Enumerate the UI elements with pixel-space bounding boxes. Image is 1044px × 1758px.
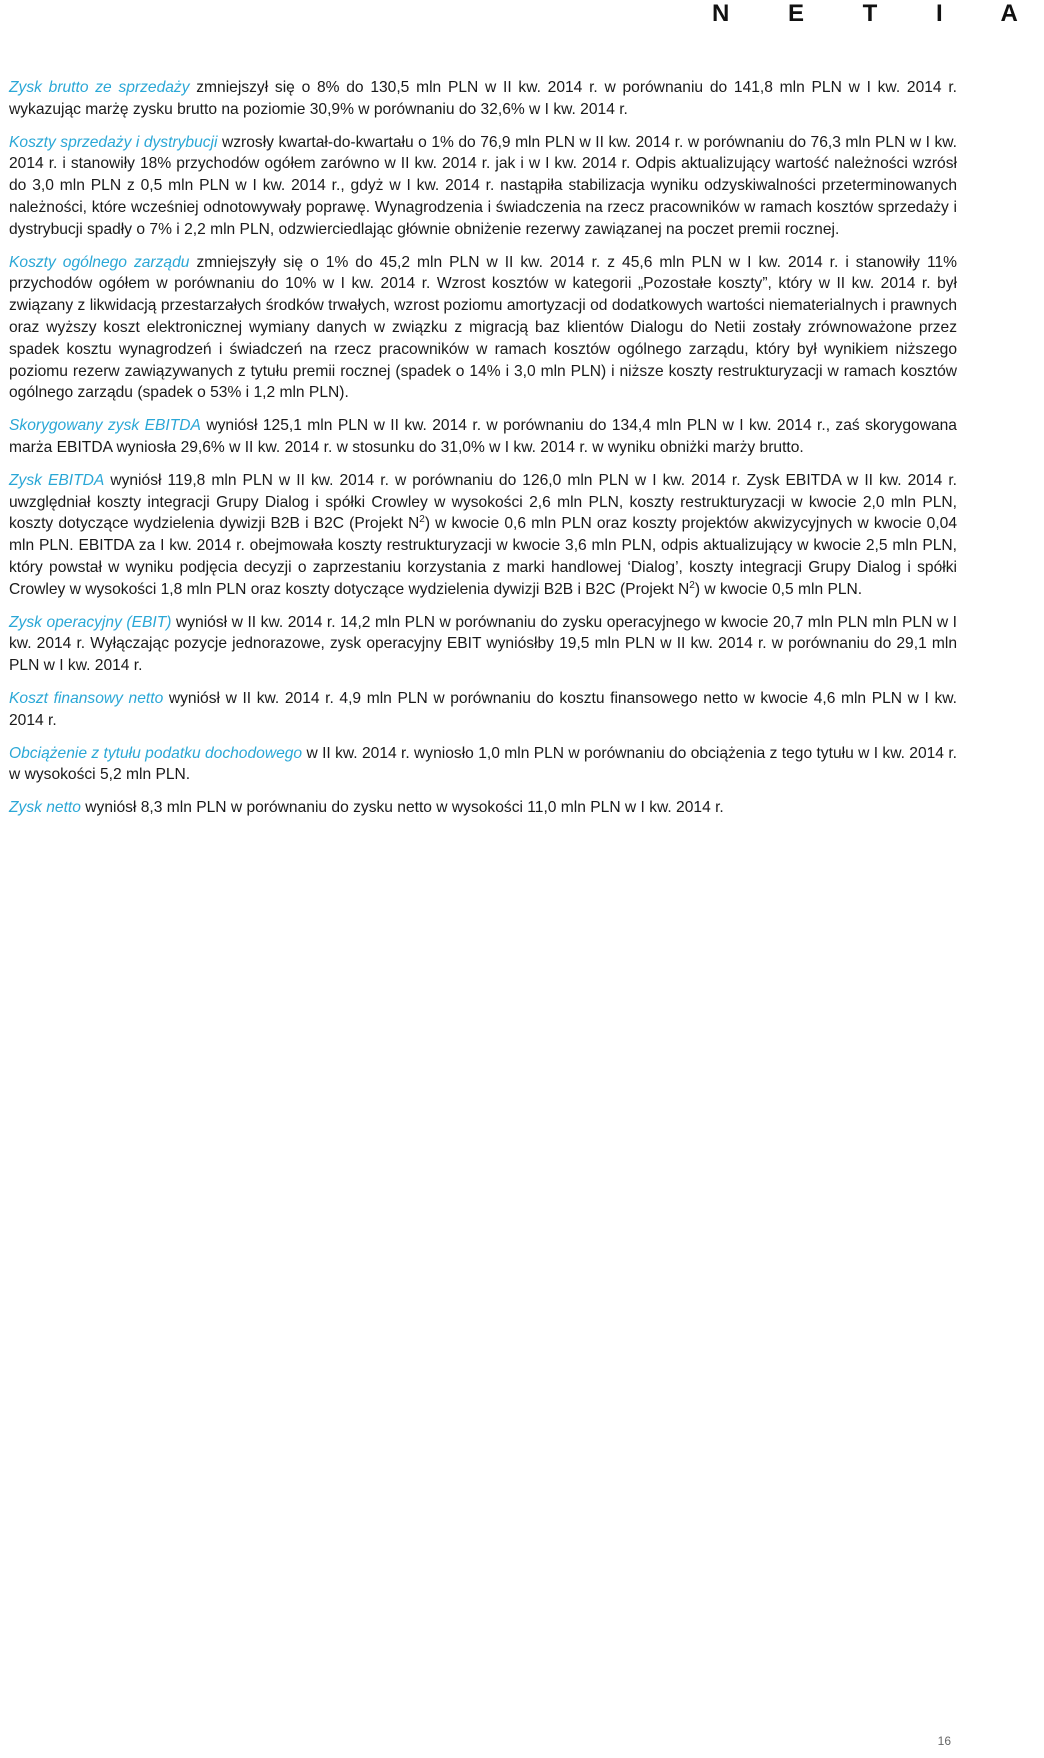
term-selling-costs: Koszty sprzedaży i dystrybucji [9,133,218,151]
paragraph-admin-costs [9,252,957,405]
term-net-profit: Zysk netto [9,799,81,817]
paragraph-text: ) w kwocie 0,6 mln PLN oraz koszty projektów akwizycyjnych w kwocie 0,04 mln PLN. EBITDA za I kw. 2014 r. obejmowała koszty restrukturyzacji w kwocie 3,6 mln PLN, odpis aktualizujący w kwocie 2,5 mln PLN, który powstał w wyniku podjęcia decyzji o zaprzestaniu korzystania z marki handlowej ‘Dialog’, koszty integracji Grupy Dialog i spółki Crowley w wysokości 1,8 mln PLN oraz koszty dotyczące wydzielenia dywizji B2B i B2C (Projekt N [9,515,958,598]
paragraph-text: zmniejszył się o 8% do 130,5 mln PLN w II kw. 2014 r. w porównaniu do 141,8 mln PLN w I kw. 2014 r. wykazując marżę zysku brutto na poziomie 30,9% w porównaniu do 32,6% w I kw. 2014 r. [9,79,957,118]
page-number: 16 [937,1734,951,1748]
paragraph-text: wyniósł 8,3 mln PLN w porównaniu do zysku netto w wysokości 11,0 mln PLN w I kw. 2014 r. [80,799,724,817]
term-income-tax: Obciążenie z tytułu podatku dochodowego [9,744,303,762]
paragraph-selling-costs [9,132,957,241]
paragraph-text: wzrosły kwartał-do-kwartału o 1% do 76,9 mln PLN w II kw. 2014 r. w porównaniu do 76,3 mln PLN w I kw. 2014 r. i stanowiły 18% przychodów ogółem zarówno w II kw. 2014 r. jak i w I kw. 2014 r. Odpis aktualizujący wartość należności wzrósł do 3,0 mln PLN z 0,5 mln PLN w I kw. 2014 r., gdyż w I kw. 2014 r. nastąpiła stabilizacja wyniku odzyskiwalności przeterminowanych należności, które wcześniej odnotowywały poprawę. Wynagrodzenia i świadczenia na rzecz pracowników w ramach kosztów sprzedaży i dystrybucji spadły o 7% i 2,2 mln PLN, odzwierciedlając głównie obniżenie rezerwy zawiązanej na poczet premii rocznej. [9,133,957,238]
term-admin-costs: Koszty ogólnego zarządu [9,253,190,271]
paragraph-adjusted-ebitda [9,415,957,459]
term-ebit: Zysk operacyjny (EBIT) [9,613,172,631]
superscript: 2 [419,514,425,526]
paragraph-income-tax [9,743,957,787]
paragraph-text: wyniósł w II kw. 2014 r. 4,9 mln PLN w porównaniu do kosztu finansowego netto w kwocie 4,6 mln PLN w I kw. 2014 r. [9,689,957,729]
paragraph-ebit [9,612,957,677]
paragraph-text: w II kw. 2014 r. wyniosło 1,0 mln PLN w porównaniu do obciążenia z tego tytułu w I kw. 2014 r. w wysokości 5,2 mln PLN. [9,744,958,784]
paragraph-ebitda [9,470,957,601]
paragraph-text: zmniejszyły się o 1% do 45,2 mln PLN w II kw. 2014 r. z 45,6 mln PLN w I kw. 2014 r. i stanowiły 11% przychodów ogółem w porównaniu do 10% w I kw. 2014 r. Wzrost kosztów w kategorii „Pozostałe koszty”, który w II kw. 2014 r. był związany z likwidacją przestarzałych środków trwałych, wzrost poziomu amortyzacji od dodatkowych wartości niematerialnych i prawnych oraz wyższy koszt elektronicznej wymiany danych w związku z migracją baz klientów Dialogu do Netii zostały zrównoważone przez spadek kosztu wynagrodzeń i świadczeń na rzecz pracowników w ramach kosztów ogólnego zarządu, który był wynikiem niższego poziomu rezerw zawiązywanych z tytułu premii rocznej (spadek o 14% i 3,0 mln PLN) i niższe koszty restrukturyzacji w ramach kosztów ogólnego zarządu (spadek o 53% i 1,2 mln PLN). [9,253,957,402]
document-body [9,77,957,830]
term-gross-profit: Zysk brutto ze sprzedaży [9,79,190,96]
paragraph-gross-profit [9,77,957,121]
term-adjusted-ebitda: Skorygowany zysk EBITDA [9,417,201,435]
paragraph-net-profit [9,797,957,819]
superscript: 2 [689,579,695,591]
paragraph-text: wyniósł w II kw. 2014 r. 14,2 mln PLN w porównaniu do zysku operacyjnego w kwocie 20,7 mln PLN mln PLN w I kw. 2014 r. Wyłączając pozycje jednorazowe, zysk operacyjny EBIT wyniósłby 19,5 mln PLN w II kw. 2014 r. w porównaniu do 29,1 mln PLN w I kw. 2014 r. [9,613,957,675]
paragraph-text: wyniósł 125,1 mln PLN w II kw. 2014 r. w porównaniu do 134,4 mln PLN w I kw. 2014 r., zaś skorygowana marża EBITDA wyniosła 29,6% w II kw. 2014 r. w stosunku do 31,0% w I kw. 2014 r. w wyniku obniżki marży brutto. [9,417,957,456]
term-net-finance-cost: Koszt finansowy netto [9,689,164,707]
paragraph-text: ) w kwocie 0,5 mln PLN. [694,580,863,598]
brand-logo: N E T I A [712,0,1044,27]
paragraph-net-finance-cost [9,688,957,732]
term-ebitda: Zysk EBITDA [9,471,105,489]
paragraph-text: wyniósł 119,8 mln PLN w II kw. 2014 r. w porównaniu do 126,0 mln PLN w I kw. 2014 r. Zysk EBITDA w II kw. 2014 r. uwzględniał koszty integracji Grupy Dialog i spółki Crowley w wysokości 2,6 mln PLN, koszty restrukturyzacji w kwocie 2,0 mln PLN, koszty dotyczące wydzielenia dywizji B2B i B2C (Projekt N [9,471,957,533]
